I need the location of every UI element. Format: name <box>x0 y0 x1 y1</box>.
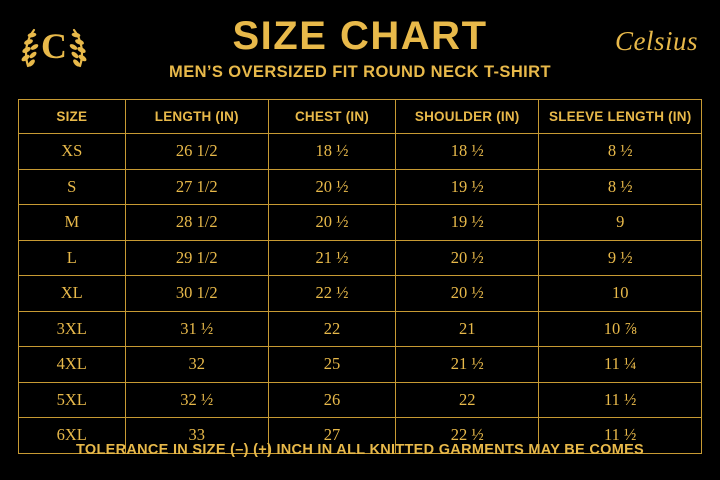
cell-chest: 18 ½ <box>268 134 395 170</box>
table-row <box>19 240 702 276</box>
column-header-shoulder: SHOULDER (IN) <box>396 100 539 134</box>
cell-size: L <box>19 240 126 276</box>
cell-chest: 20 ½ <box>268 169 395 205</box>
size-table <box>18 99 702 454</box>
cell-shoulder: 22 <box>396 382 539 418</box>
cell-size: 5XL <box>19 382 126 418</box>
column-header-size: SIZE <box>19 100 126 134</box>
cell-chest: 25 <box>268 347 395 383</box>
cell-shoulder: 21 <box>396 311 539 347</box>
column-header-length: LENGTH (IN) <box>125 100 268 134</box>
table-row <box>19 276 702 312</box>
cell-sleeve: 11 ½ <box>539 382 702 418</box>
cell-size: XL <box>19 276 126 312</box>
cell-chest: 21 ½ <box>268 240 395 276</box>
table-row <box>19 382 702 418</box>
cell-size: S <box>19 169 126 205</box>
cell-chest: 20 ½ <box>268 205 395 241</box>
cell-sleeve: 8 ½ <box>539 169 702 205</box>
cell-shoulder: 21 ½ <box>396 347 539 383</box>
table-row <box>19 134 702 170</box>
cell-sleeve: 11 ½ <box>539 418 702 454</box>
title-block <box>0 14 720 82</box>
cell-chest: 22 <box>268 311 395 347</box>
column-header-sleeve: SLEEVE LENGTH (IN) <box>539 100 702 134</box>
column-header-chest: CHEST (IN) <box>268 100 395 134</box>
size-table-container <box>18 99 702 454</box>
cell-chest: 27 <box>268 418 395 454</box>
cell-chest: 26 <box>268 382 395 418</box>
cell-length: 32 <box>125 347 268 383</box>
cell-size: 6XL <box>19 418 126 454</box>
cell-sleeve: 9 <box>539 205 702 241</box>
cell-sleeve: 8 ½ <box>539 134 702 170</box>
page-subtitle: MEN’S OVERSIZED FIT ROUND NECK T-SHIRT <box>169 63 551 81</box>
cell-length: 26 1/2 <box>125 134 268 170</box>
cell-sleeve: 9 ½ <box>539 240 702 276</box>
cell-shoulder: 19 ½ <box>396 169 539 205</box>
cell-size: 3XL <box>19 311 126 347</box>
cell-length: 27 1/2 <box>125 169 268 205</box>
cell-length: 31 ½ <box>125 311 268 347</box>
cell-sleeve: 11 ¼ <box>539 347 702 383</box>
cell-shoulder: 20 ½ <box>396 240 539 276</box>
brand-name: Celsius <box>614 26 698 56</box>
cell-shoulder: 19 ½ <box>396 205 539 241</box>
cell-size: M <box>19 205 126 241</box>
cell-sleeve: 10 <box>539 276 702 312</box>
table-row <box>19 205 702 241</box>
cell-sleeve: 10 ⅞ <box>539 311 702 347</box>
table-row <box>19 169 702 205</box>
table-row <box>19 347 702 383</box>
cell-shoulder: 18 ½ <box>396 134 539 170</box>
cell-length: 28 1/2 <box>125 205 268 241</box>
cell-size: 4XL <box>19 347 126 383</box>
cell-length: 30 1/2 <box>125 276 268 312</box>
table-row <box>19 311 702 347</box>
tolerance-note: TOLERANCE IN SIZE (–) (+) INCH IN ALL KNITTED GARMENTS MAY BE COMES <box>75 442 645 458</box>
cell-shoulder: 20 ½ <box>396 276 539 312</box>
cell-shoulder: 22 ½ <box>396 418 539 454</box>
cell-length: 29 1/2 <box>125 240 268 276</box>
cell-chest: 22 ½ <box>268 276 395 312</box>
table-header-row <box>19 100 702 134</box>
header <box>0 0 720 92</box>
cell-size: XS <box>19 134 126 170</box>
page-title: SIZE CHART <box>232 14 488 58</box>
logo-letter: C <box>41 26 67 66</box>
cell-length: 32 ½ <box>125 382 268 418</box>
cell-length: 33 <box>125 418 268 454</box>
